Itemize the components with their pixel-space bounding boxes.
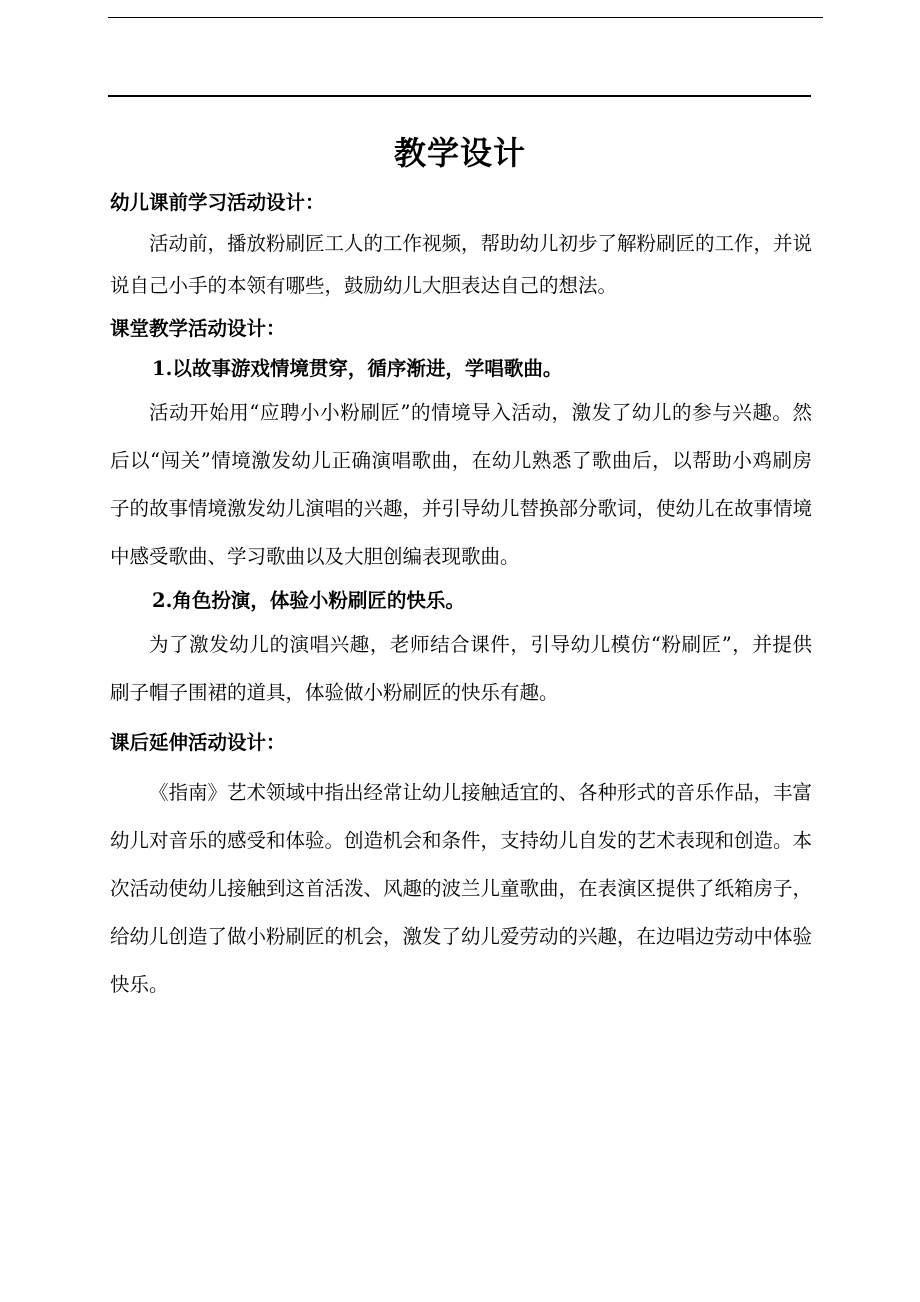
document-body: [110, 183, 812, 1009]
paragraph-pre-class: 活动前，播放粉刷匠工人的工作视频，帮助幼儿初步了解粉刷匠的工作，并说说自己小手的本领有哪些，鼓励幼儿大胆表达自己的想法。: [110, 232, 813, 297]
document-title: 教学设计: [393, 134, 526, 172]
header-rule: [108, 95, 811, 97]
subsection-heading-story-game: 1.以故事游戏情境贯穿，循序渐进，学唱歌曲。: [152, 357, 563, 380]
section-heading-in-class: 课堂教学活动设计：: [110, 317, 286, 340]
subsection-heading-role-play: 2.角色扮演，体验小粉刷匠的快乐。: [152, 589, 465, 612]
section-heading-pre-class: 幼儿课前学习活动设计：: [110, 191, 325, 214]
paragraph-story-game: 活动开始用“应聘小小粉刷匠”的情境导入活动，激发了幼儿的参与兴趣。然后以“闯关”情境激发幼儿正确演唱歌曲，在幼儿熟悉了歌曲后，以帮助小鸡刷房子的故事情境激发幼儿演唱的兴趣，并引导幼儿替换部分歌词，使幼儿在故事情境中感受歌曲、学习歌曲以及大胆创编表现歌曲。: [110, 401, 813, 568]
paragraph-role-play: 为了激发幼儿的演唱兴趣，老师结合课件，引导幼儿模仿“粉刷匠”，并提供刷子帽子围裙的道具，体验做小粉刷匠的快乐有趣。: [110, 633, 812, 704]
paragraph-after-class: 《指南》艺术领域中指出经常让幼儿接触适宜的、各种形式的音乐作品，丰富幼儿对音乐的感受和体验。创造机会和条件，支持幼儿自发的艺术表现和创造。本次活动使幼儿接触到这首活泼、风趣的波兰儿童歌曲，在表演区提供了纸箱房子，给幼儿创造了做小粉刷匠的机会，激发了幼儿爱劳动的兴趣，在边唱边劳动中体验快乐。: [110, 781, 813, 996]
page-top-rule: [108, 17, 823, 18]
section-heading-after-class: 课后延伸活动设计：: [110, 731, 286, 754]
